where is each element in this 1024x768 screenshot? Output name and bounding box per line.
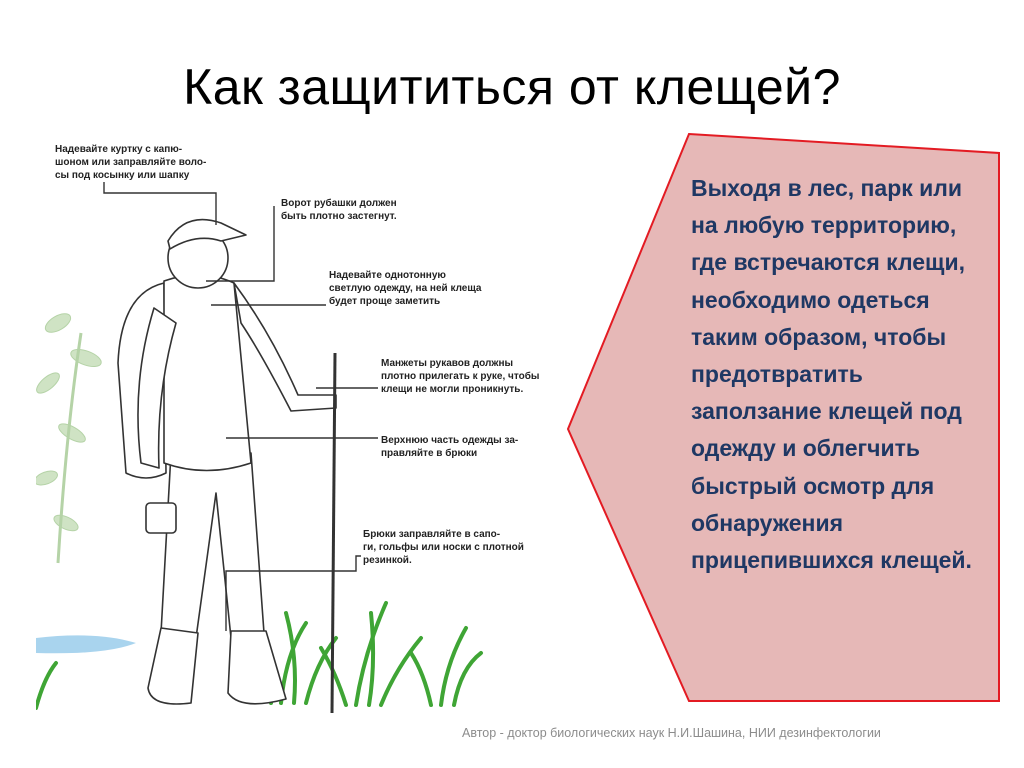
- callout-text: Выходя в лес, парк или на любую территорию, где встречаются клещи, необходимо одеться таким образом, чтобы предотвратить заползание клещей под одежду и облегчить быстрый осмотр для обнаружения прицепившихся клещей.: [691, 175, 972, 574]
- note-cuffs: Манжеты рукавов должны плотно прилегать к руке, чтобы клещи не могли проникнуть.: [381, 358, 540, 395]
- note-light-clothes: Надевайте однотонную светлую одежду, на ней клеща будет проще заметить: [329, 270, 482, 307]
- hiker-illustration: [36, 133, 564, 723]
- note-hood: Надевайте куртку с капю- шоном или заправляйте воло- сы под косынку или шапку: [55, 144, 207, 181]
- note-collar: Ворот рубашки должен быть плотно застегнут.: [281, 198, 397, 222]
- slide-title: Как защититься от клещей?: [183, 59, 841, 115]
- note-tuck-shirt: Верхнюю часть одежды за- правляйте в брюки: [381, 435, 519, 459]
- note-tuck-pants: Брюки заправляйте в сапо- ги, гольфы или носки с плотной резинкой.: [363, 529, 524, 566]
- author-credit: Автор - доктор биологических наук Н.И.Шашина, НИИ дезинфектологии: [462, 726, 881, 740]
